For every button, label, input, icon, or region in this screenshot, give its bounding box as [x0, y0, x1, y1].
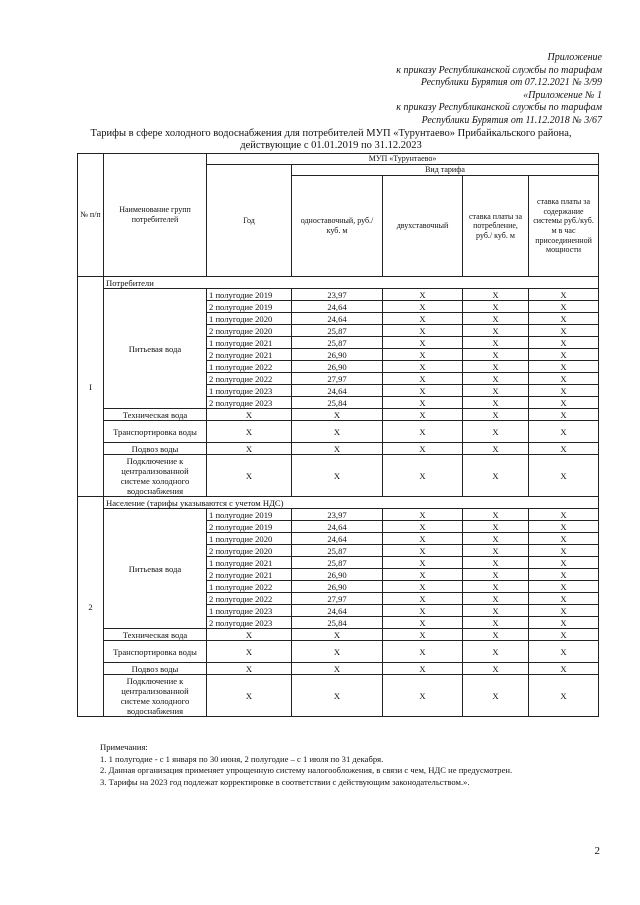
- not-applicable-cell: X: [463, 421, 529, 443]
- header-maintenance: ставка платы за содержание системы руб./куб. м в час присоединенной мощности: [529, 176, 599, 277]
- tariff-value: 27,97: [292, 593, 383, 605]
- not-applicable-cell: X: [207, 663, 292, 675]
- period-cell: 2 полугодие 2022: [207, 373, 292, 385]
- group-label: Население (тарифы указываются с учетом НДС): [104, 497, 599, 509]
- not-applicable-cell: X: [207, 421, 292, 443]
- not-applicable-cell: X: [463, 641, 529, 663]
- period-cell: 2 полугодие 2019: [207, 521, 292, 533]
- not-applicable-cell: X: [463, 349, 529, 361]
- not-applicable-cell: X: [292, 455, 383, 497]
- table-row: [78, 443, 599, 455]
- header-single: одноставочный, руб./ куб. м: [292, 176, 383, 277]
- tariff-table-body: [78, 154, 599, 717]
- not-applicable-cell: X: [463, 337, 529, 349]
- not-applicable-cell: X: [383, 397, 463, 409]
- not-applicable-cell: X: [529, 605, 599, 617]
- tariff-value: 23,97: [292, 509, 383, 521]
- period-cell: 1 полугодие 2023: [207, 385, 292, 397]
- not-applicable-cell: X: [529, 629, 599, 641]
- not-applicable-cell: X: [463, 361, 529, 373]
- not-applicable-cell: X: [292, 629, 383, 641]
- not-applicable-cell: X: [463, 521, 529, 533]
- period-cell: 1 полугодие 2021: [207, 557, 292, 569]
- header-tariff-type: Вид тарифа: [292, 165, 599, 176]
- period-cell: 2 полугодие 2023: [207, 617, 292, 629]
- tariff-value: 25,84: [292, 397, 383, 409]
- table-row: [78, 509, 599, 521]
- not-applicable-cell: X: [383, 569, 463, 581]
- not-applicable-cell: X: [529, 581, 599, 593]
- note-item: 1. 1 полугодие - с 1 января по 30 июня, 2 полугодие – с 1 июля по 31 декабря.: [100, 753, 384, 764]
- not-applicable-cell: X: [292, 663, 383, 675]
- period-cell: 1 полугодие 2022: [207, 581, 292, 593]
- period-cell: 1 полугодие 2023: [207, 605, 292, 617]
- header-org: МУП «Турунтаево»: [207, 154, 599, 165]
- not-applicable-cell: X: [463, 373, 529, 385]
- not-applicable-cell: X: [383, 675, 463, 717]
- not-applicable-cell: X: [292, 675, 383, 717]
- not-applicable-cell: X: [463, 533, 529, 545]
- not-applicable-cell: X: [463, 289, 529, 301]
- not-applicable-cell: X: [383, 325, 463, 337]
- not-applicable-cell: X: [383, 605, 463, 617]
- not-applicable-cell: X: [529, 557, 599, 569]
- not-applicable-cell: X: [463, 545, 529, 557]
- not-applicable-cell: X: [529, 443, 599, 455]
- not-applicable-cell: X: [463, 569, 529, 581]
- table-row: [78, 421, 599, 443]
- not-applicable-cell: X: [383, 289, 463, 301]
- not-applicable-cell: X: [463, 385, 529, 397]
- period-cell: 2 полугодие 2021: [207, 349, 292, 361]
- not-applicable-cell: X: [383, 641, 463, 663]
- not-applicable-cell: X: [383, 533, 463, 545]
- not-applicable-cell: X: [383, 337, 463, 349]
- not-applicable-cell: X: [463, 617, 529, 629]
- not-applicable-cell: X: [383, 545, 463, 557]
- not-applicable-cell: X: [207, 409, 292, 421]
- not-applicable-cell: X: [529, 409, 599, 421]
- not-applicable-cell: X: [207, 443, 292, 455]
- header-consumption: ставка платы за потребление, руб./ куб. м: [463, 176, 529, 277]
- not-applicable-cell: X: [383, 361, 463, 373]
- not-applicable-cell: X: [463, 313, 529, 325]
- page-title: [60, 128, 602, 152]
- tariff-value: 24,64: [292, 533, 383, 545]
- row-number: I: [78, 277, 104, 497]
- service-label: Техническая вода: [104, 409, 207, 421]
- header-num: № п/п: [78, 154, 104, 277]
- header-line: Республики Бурятия от 11.12.2018 № 3/67: [421, 114, 602, 126]
- not-applicable-cell: X: [529, 663, 599, 675]
- not-applicable-cell: X: [383, 581, 463, 593]
- period-cell: 2 полугодие 2021: [207, 569, 292, 581]
- table-row: [78, 663, 599, 675]
- table-row: [78, 641, 599, 663]
- not-applicable-cell: X: [207, 641, 292, 663]
- header-line: к приказу Республиканской службы по тарифам: [396, 102, 602, 113]
- period-cell: 2 полугодие 2020: [207, 545, 292, 557]
- not-applicable-cell: X: [383, 521, 463, 533]
- not-applicable-cell: X: [463, 557, 529, 569]
- not-applicable-cell: X: [463, 663, 529, 675]
- note-item: 2. Данная организация применяет упрощенную систему налогообложения, в связи с чем, НДС не предусмотрен.: [100, 765, 513, 775]
- table-row: [78, 289, 599, 301]
- not-applicable-cell: X: [207, 629, 292, 641]
- not-applicable-cell: X: [383, 629, 463, 641]
- row-number: 2: [78, 497, 104, 717]
- not-applicable-cell: X: [529, 301, 599, 313]
- title-line: действующие с 01.01.2019 по 31.12.2023: [240, 140, 422, 151]
- tariff-value: 25,84: [292, 617, 383, 629]
- not-applicable-cell: X: [529, 289, 599, 301]
- service-label: Подключение к централизованной системе холодного водоснабжения: [104, 455, 207, 497]
- group-label: Потребители: [104, 277, 599, 289]
- not-applicable-cell: X: [463, 443, 529, 455]
- period-cell: 2 полугодие 2019: [207, 301, 292, 313]
- tariff-value: 25,87: [292, 557, 383, 569]
- not-applicable-cell: X: [292, 443, 383, 455]
- not-applicable-cell: X: [529, 675, 599, 717]
- service-label: Подвоз воды: [104, 443, 207, 455]
- not-applicable-cell: X: [529, 325, 599, 337]
- not-applicable-cell: X: [463, 675, 529, 717]
- not-applicable-cell: X: [529, 617, 599, 629]
- not-applicable-cell: X: [207, 455, 292, 497]
- not-applicable-cell: X: [529, 533, 599, 545]
- not-applicable-cell: X: [383, 557, 463, 569]
- table-row: [78, 675, 599, 717]
- not-applicable-cell: X: [529, 641, 599, 663]
- not-applicable-cell: X: [529, 361, 599, 373]
- service-label: Подключение к централизованной системе холодного водоснабжения: [104, 675, 207, 717]
- header-line: Республики Бурятия от 07.12.2021 № 3/99: [420, 77, 602, 88]
- tariff-value: 24,64: [292, 605, 383, 617]
- not-applicable-cell: X: [529, 385, 599, 397]
- title-line: Тарифы в сфере холодного водоснабжения для потребителей МУП «Турунтаево» Прибайкальского района,: [90, 128, 572, 139]
- not-applicable-cell: X: [383, 421, 463, 443]
- header-group: Наименование групп потребителей: [104, 154, 207, 277]
- tariff-value: 27,97: [292, 373, 383, 385]
- service-label: Подвоз воды: [104, 663, 207, 675]
- tariff-table: [77, 153, 599, 717]
- table-row: [78, 629, 599, 641]
- not-applicable-cell: X: [383, 313, 463, 325]
- header-line: к приказу Республиканской службы по тарифам: [396, 64, 602, 76]
- header-line: Приложение: [547, 52, 602, 63]
- not-applicable-cell: X: [529, 455, 599, 497]
- note-item: 3. Тарифы на 2023 год подлежат корректировке в соответствии с действующим законодательством.».: [100, 776, 470, 787]
- not-applicable-cell: X: [529, 349, 599, 361]
- not-applicable-cell: X: [383, 349, 463, 361]
- header-line: «Приложение № 1: [523, 89, 602, 101]
- period-cell: 1 полугодие 2019: [207, 509, 292, 521]
- not-applicable-cell: X: [529, 337, 599, 349]
- period-cell: 1 полугодие 2022: [207, 361, 292, 373]
- tariff-value: 26,90: [292, 349, 383, 361]
- table-row: [78, 455, 599, 497]
- not-applicable-cell: X: [383, 301, 463, 313]
- not-applicable-cell: X: [463, 397, 529, 409]
- not-applicable-cell: X: [529, 593, 599, 605]
- tariff-value: 25,87: [292, 545, 383, 557]
- tariff-value: 24,64: [292, 521, 383, 533]
- not-applicable-cell: X: [463, 629, 529, 641]
- not-applicable-cell: X: [292, 421, 383, 443]
- service-label: Транспортировка воды: [104, 421, 207, 443]
- tariff-value: 24,64: [292, 313, 383, 325]
- not-applicable-cell: X: [463, 301, 529, 313]
- not-applicable-cell: X: [463, 455, 529, 497]
- not-applicable-cell: X: [292, 641, 383, 663]
- not-applicable-cell: X: [529, 545, 599, 557]
- period-cell: 2 полугодие 2020: [207, 325, 292, 337]
- not-applicable-cell: X: [463, 409, 529, 421]
- not-applicable-cell: X: [383, 373, 463, 385]
- table-row: [78, 409, 599, 421]
- not-applicable-cell: X: [463, 581, 529, 593]
- header-double: двухставочный: [383, 176, 463, 277]
- tariff-value: 25,87: [292, 325, 383, 337]
- drinking-water-label: Питьевая вода: [104, 509, 207, 629]
- not-applicable-cell: X: [529, 373, 599, 385]
- page-number: 2: [594, 845, 600, 857]
- not-applicable-cell: X: [383, 443, 463, 455]
- not-applicable-cell: X: [383, 385, 463, 397]
- service-label: Техническая вода: [104, 629, 207, 641]
- not-applicable-cell: X: [529, 569, 599, 581]
- not-applicable-cell: X: [529, 509, 599, 521]
- notes-heading: Примечания:: [100, 742, 148, 752]
- period-cell: 1 полугодие 2021: [207, 337, 292, 349]
- not-applicable-cell: X: [383, 617, 463, 629]
- not-applicable-cell: X: [383, 409, 463, 421]
- tariff-value: 23,97: [292, 289, 383, 301]
- period-cell: 1 полугодие 2020: [207, 533, 292, 545]
- service-label: Транспортировка воды: [104, 641, 207, 663]
- not-applicable-cell: X: [383, 593, 463, 605]
- tariff-value: 25,87: [292, 337, 383, 349]
- not-applicable-cell: X: [383, 663, 463, 675]
- period-cell: 2 полугодие 2022: [207, 593, 292, 605]
- not-applicable-cell: X: [207, 675, 292, 717]
- header-year: Год: [207, 165, 292, 277]
- tariff-value: 26,90: [292, 581, 383, 593]
- not-applicable-cell: X: [529, 521, 599, 533]
- tariff-value: 26,90: [292, 361, 383, 373]
- tariff-value: 26,90: [292, 569, 383, 581]
- not-applicable-cell: X: [383, 455, 463, 497]
- not-applicable-cell: X: [463, 509, 529, 521]
- notes: [100, 742, 512, 788]
- not-applicable-cell: X: [292, 409, 383, 421]
- not-applicable-cell: X: [463, 325, 529, 337]
- not-applicable-cell: X: [529, 397, 599, 409]
- not-applicable-cell: X: [463, 593, 529, 605]
- document-header: [396, 52, 602, 127]
- not-applicable-cell: X: [529, 313, 599, 325]
- period-cell: 1 полугодие 2020: [207, 313, 292, 325]
- period-cell: 1 полугодие 2019: [207, 289, 292, 301]
- not-applicable-cell: X: [529, 421, 599, 443]
- not-applicable-cell: X: [383, 509, 463, 521]
- tariff-value: 24,64: [292, 301, 383, 313]
- not-applicable-cell: X: [463, 605, 529, 617]
- period-cell: 2 полугодие 2023: [207, 397, 292, 409]
- drinking-water-label: Питьевая вода: [104, 289, 207, 409]
- tariff-value: 24,64: [292, 385, 383, 397]
